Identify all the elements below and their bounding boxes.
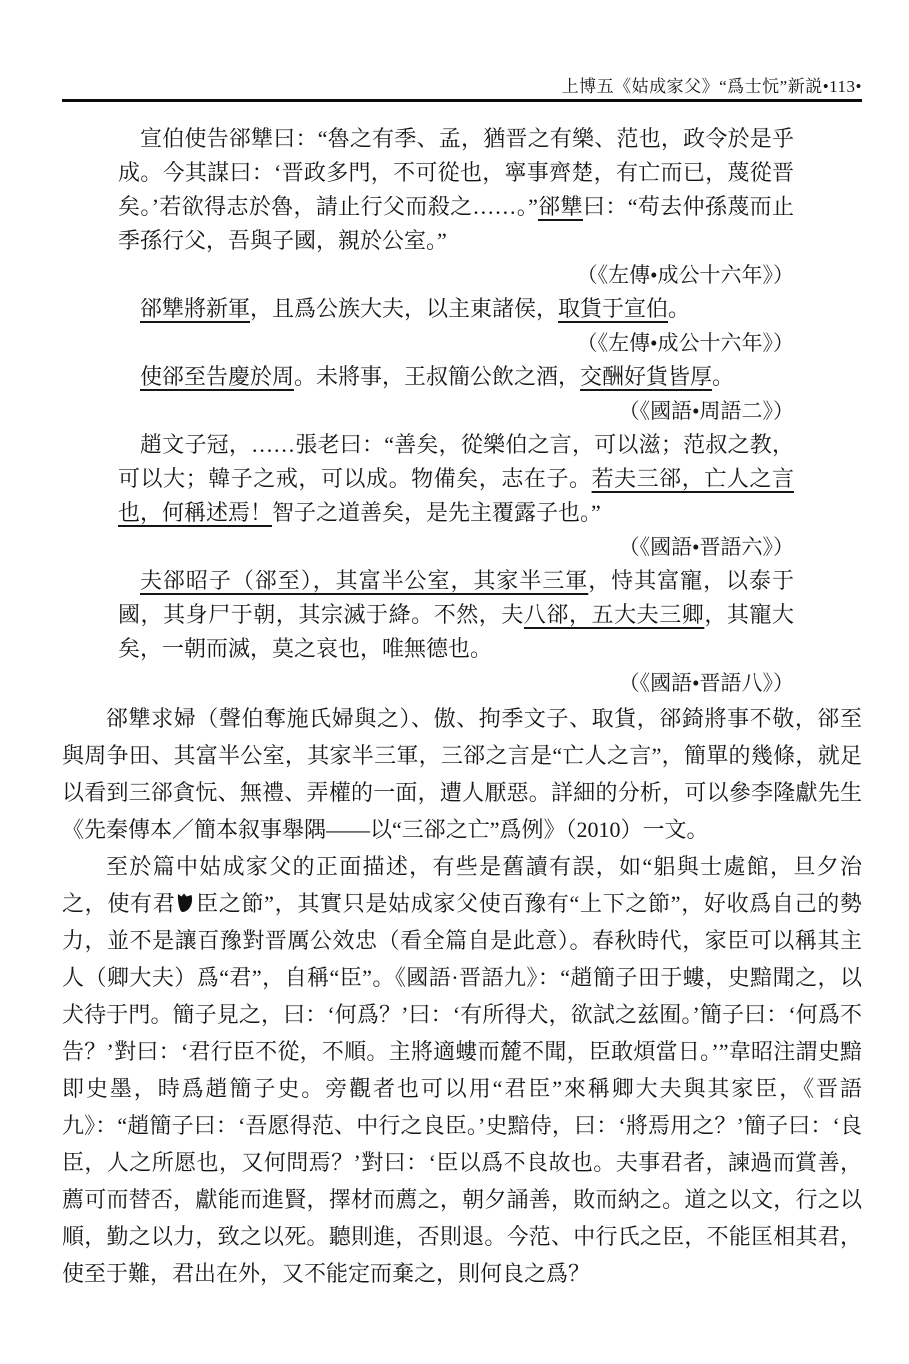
analysis-section (62, 700, 862, 1292)
quote-text: 。 (712, 364, 735, 389)
bamboo-manuscript-character-icon (175, 892, 195, 915)
quote-paragraph (118, 564, 794, 666)
quote-text: 宣伯使告郤犨曰：“魯之有季、孟，猶晋之有樂、范也，政令於是乎成。今其謀曰：‘晋政多門，不可從也，寧事齊楚，有亡而已，蔑從晋矣。’若欲得志於魯，請止行父而殺之……。” (118, 126, 794, 219)
quote-text: 曰：“苟去仲孫蔑而止季孫行父，吾與子國，親於公室。” (118, 194, 794, 253)
quote-citation: （《左傳•成公十六年》） (576, 331, 794, 355)
analysis-paragraph (62, 848, 862, 1292)
analysis-text: 臣之節”，其實只是姑成家父使百豫有“上下之節”，好收爲自己的勢力，並不是讓百豫對晋厲公效忠（看全篇自是此意）。春秋時代，家臣可以稱其主人（卿大夫）爲“君”，自稱“臣”。《國語·晋語九》：“趙簡子田于螻，史黯聞之，以犬待于門。簡子見之，曰：‘何爲？’曰：‘有所得犬，欲試之兹囿。’簡子曰：‘何爲不告？’對曰：‘君行臣不從，不順。主將適螻而麓不聞，臣敢煩當日。’”韋昭注謂史黯即史墨，時爲趙簡子史。旁觀者也可以用“君臣”來稱卿大夫與其家臣，《晋語九》：“趙簡子曰：‘吾愿得范、中行之良臣。’史黯侍，曰：‘將焉用之？’簡子曰：‘良臣，人之所愿也，又何問焉？’對曰：‘臣以爲不良故也。夫事君者，諫過而賞善，薦可而替否，獻能而進賢，擇材而薦之，朝夕誦善，敗而納之。道之以文，行之以順，勤之以力，致之以死。聽則進，否則退。今范、中行氏之臣，不能匡相其君，使至于難，君出在外，又不能定而棄之，則何良之爲？ (62, 891, 862, 1286)
analysis-text: 郤犨求婦（聲伯奪施氏婦與之）、傲、拘季文子、取貨，郤錡將事不敬，郤至與周争田、其富半公室，其家半三軍，三郤之言是“亡人之言”，簡單的幾條，就足以看到三郤貪忨、無禮、弄權的一面，遭人厭惡。詳細的分析，可以參李隆獻先生《先秦傳本／簡本叙事舉隅——以“三郤之亡”爲例》（2010）一文。 (62, 706, 862, 842)
header-rule (62, 99, 862, 102)
header-separator-left: • (822, 77, 830, 96)
underlined-quote-text: 郤犨 (537, 194, 583, 219)
analysis-text: 至於篇中姑成家父的正面描述，有些是舊讀有誤，如“躳與士處館，旦夕治之，使有君 (62, 854, 862, 916)
quote-paragraph (118, 292, 794, 326)
quote-text: ，其寵大矣，一朝而滅，莫之哀也，唯無德也。 (118, 602, 794, 661)
quote-paragraph (118, 428, 794, 530)
quote-paragraph (118, 360, 794, 394)
underlined-quote-text: 若夫三郤，亡人之言也，何稱述焉！ (118, 466, 794, 525)
underlined-quote-text: 使郤至告慶於周 (140, 364, 295, 389)
header-title: 上博五《姑成家父》“爲士忨”新説 (561, 77, 823, 96)
quote-citation: （《國語•周語二》） (618, 399, 794, 423)
quotations-section (62, 122, 862, 700)
quote-text: 。未將事，王叔簡公飲之酒， (294, 364, 581, 389)
underlined-quote-text: 取貨于宣伯 (558, 296, 669, 321)
quote-text: 趙文子冠，……張老曰：“善矣，從樂伯之言，可以滋；范叔之教，可以大；韓子之戒，可以成。物備矣，志在子。 (118, 432, 794, 491)
quote-citation: （《國語•晋語六》） (618, 535, 794, 559)
underlined-quote-text: 交酬好貨皆厚 (580, 364, 713, 389)
quote-text: ，恃其富寵，以泰于國，其身尸于朝，其宗滅于絳。不然，夫 (118, 568, 794, 627)
quote-text: 。 (668, 296, 691, 321)
header-separator-right: • (855, 77, 862, 96)
page-content (62, 122, 862, 1292)
underlined-quote-text: 夫郤昭子（郤至），其富半公室，其家半三軍 (140, 568, 589, 593)
quote-citation: （《國語•晋語八》） (618, 671, 794, 695)
underlined-quote-text: 八郤，五大夫三卿 (523, 602, 705, 627)
running-header (62, 72, 862, 97)
underlined-quote-text: 郤犨將新軍 (140, 296, 251, 321)
quote-text: ，且爲公族大夫，以主東諸侯， (250, 296, 559, 321)
quote-text: 智子之道善矣，是先主覆露子也。” (272, 500, 601, 525)
analysis-paragraph (62, 700, 862, 848)
quote-citation: （《左傳•成公十六年》） (576, 263, 794, 287)
page-number: 113 (829, 77, 856, 96)
quote-paragraph (118, 122, 794, 258)
